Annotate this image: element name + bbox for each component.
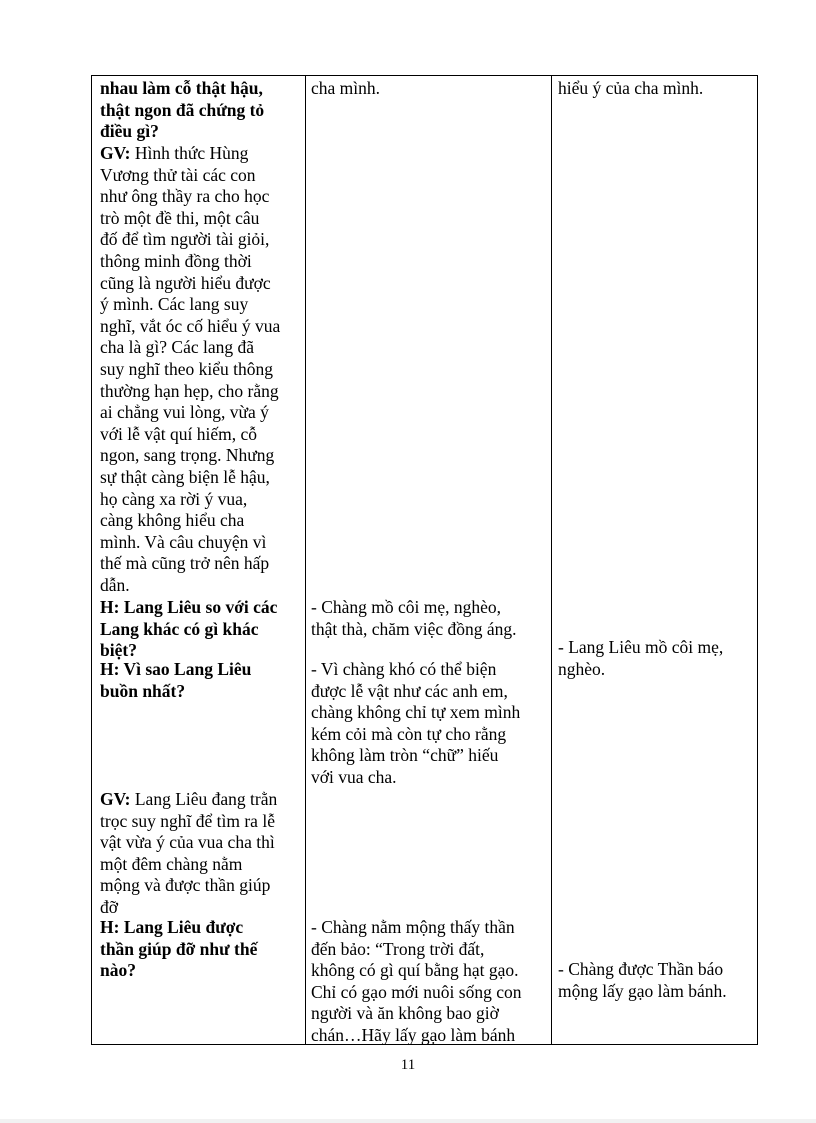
question-text: H: Vì sao Lang Liêu buồn nhất? xyxy=(100,659,252,701)
questions-column xyxy=(92,76,305,1044)
summary-text: hiểu ý của cha mình. xyxy=(558,78,704,98)
question-text: H: Lang Liêu được thần giúp đỡ như thế nào? xyxy=(100,917,258,981)
teacher-note: GV: Lang Liêu đang trằn trọc suy nghĩ để tìm ra lễ vật vừa ý của vua cha thì một đêm chàng nằm mộng và được thần giúp đỡ xyxy=(100,789,278,917)
answers-column xyxy=(306,76,551,1044)
summary-text: - Lang Liêu mồ côi mẹ, nghèo. xyxy=(558,637,724,679)
summary-column xyxy=(552,76,758,1044)
question-text: nhau làm cỗ thật hậu, thật ngon đã chứng tỏ điều gì? xyxy=(100,78,265,142)
answer-text: - Chàng mồ côi mẹ, nghèo, thật thà, chăm việc đồng áng. xyxy=(311,597,517,639)
teacher-note: GV: Hình thức Hùng Vương thử tài các con như ông thầy ra cho học trò một đề thi, một câu đố để tìm người tài giỏi, thông minh đồng thời cũng là người hiểu được ý mình. Các lang suy nghĩ, vắt óc cố hiểu ý vua cha là gì? Các lang đã suy nghĩ theo kiểu thông thường hạn hẹp, cho rằng ai chẳng vui lòng, vừa ý với lễ vật quí hiếm, cỗ ngon, sang trọng. Nhưng sự thật càng biện lễ hậu, họ càng xa rời ý vua, càng không hiểu cha mình. Và câu chuyện vì thế mà cũng trở nên hấp dẫn. xyxy=(100,143,281,595)
question-text: H: Lang Liêu so với các Lang khác có gì khác biệt? xyxy=(100,597,278,661)
page-number: 11 xyxy=(400,1057,416,1073)
summary-text: - Chàng được Thần báo mộng lấy gạo làm bánh. xyxy=(558,959,727,1001)
content-table xyxy=(91,75,758,1045)
teacher-label: GV: xyxy=(100,789,131,809)
answer-text: - Chàng nằm mộng thấy thần đến bảo: “Trong trời đất, không có gì quí bằng hạt gạo. Chỉ có gạo mới nuôi sống con người và ăn không bao giờ chán…Hãy lấy gạo làm bánh xyxy=(311,917,522,1045)
page-bottom-band xyxy=(0,1119,816,1123)
answer-text: cha mình. xyxy=(311,78,381,98)
answer-text: - Vì chàng khó có thể biện được lễ vật như các anh em, chàng không chỉ tự xem mình kém cỏi mà còn tự cho rằng không làm tròn “chữ” hiếu với vua cha. xyxy=(311,659,521,787)
teacher-label: GV: xyxy=(100,143,131,163)
